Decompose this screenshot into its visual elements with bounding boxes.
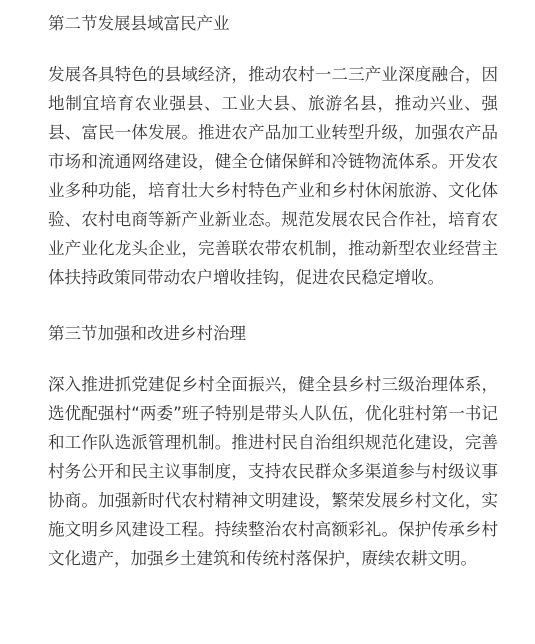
section-paragraph-2: 发展各具特色的县域经济，推动农村一二三产业深度融合，因地制宜培育农业强县、工业大县、旅游名县，推动兴业、强县、富民一体发展。推进农产品加工业转型升级，加强农产品市场和流通网络建设，健全仓储保鲜和冷链物流体系。开发农业多种功能，培育壮大乡村特色产业和乡村休闲旅游、文化体验、农村电商等新产业新业态。规范发展农民合作社，培育农业产业化龙头企业，完善联农带农机制，推动新型农业经营主体扶持政策同带动农户增收挂钩，促进农民稳定增收。: [48, 65, 498, 287]
spacer: [48, 292, 498, 320]
article-body: [48, 10, 498, 573]
spacer: [48, 348, 498, 370]
spacer: [48, 38, 498, 60]
section-heading-3: 第三节加强和改进乡村治理: [48, 324, 246, 343]
section-paragraph-3: 深入推进抓党建促乡村全面振兴，健全县乡村三级治理体系，选优配强村“两委”班子特别是带头人队伍，优化驻村第一书记和工作队选派管理机制。推进村民自治组织规范化建设，完善村务公开和民主议事制度，支持农民群众多渠道参与村级议事协商。加强新时代农村精神文明建设，繁荣发展乡村文化，实施文明乡风建设工程。持续整治农村高额彩礼。保护传承乡村文化遗产，加强乡土建筑和传统村落保护，赓续农耕文明。: [48, 375, 498, 568]
section-heading-2: 第二节发展县域富民产业: [48, 14, 230, 33]
